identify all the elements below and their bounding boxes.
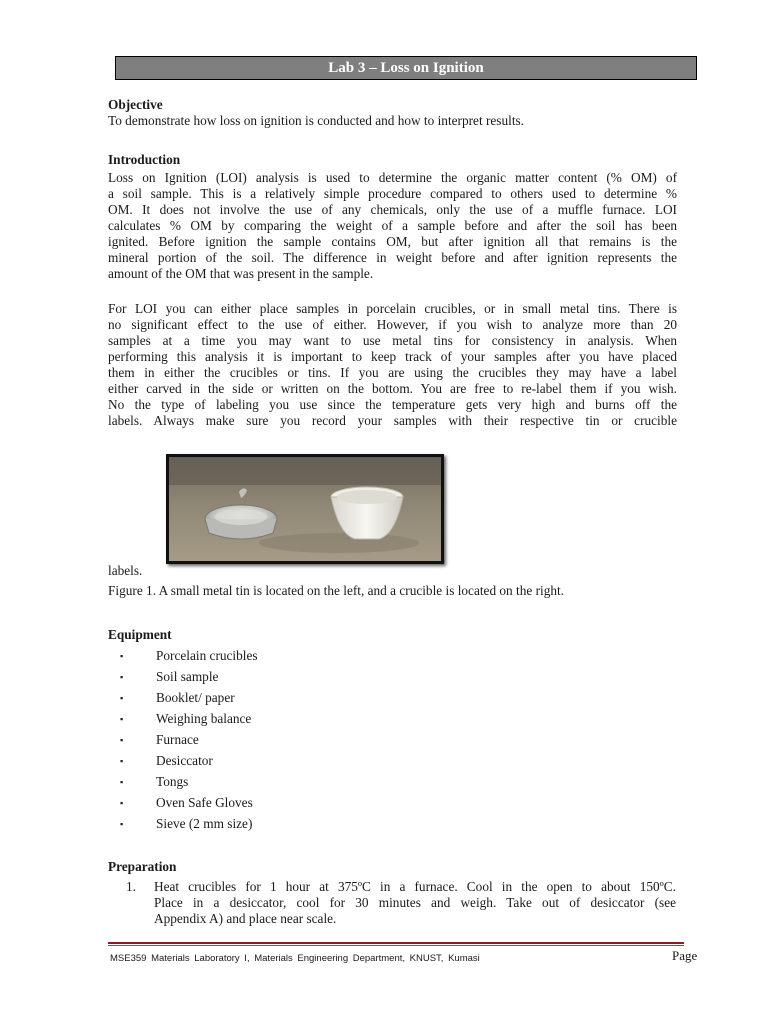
intro-line: Loss on Ignition (LOI) analysis is used to determine the organic matter content (% OM) of xyxy=(108,170,677,185)
bullet-icon: ▪ xyxy=(120,755,124,766)
footer-rule xyxy=(108,942,684,944)
objective-text: To demonstrate how loss on ignition is conducted and how to interpret results. xyxy=(108,113,525,128)
list-item-label: Desiccator xyxy=(156,752,213,768)
step-line: Appendix A) and place near scale. xyxy=(154,911,337,926)
list-item xyxy=(108,687,677,708)
list-item xyxy=(108,813,677,834)
intro-line: ignited. Before ignition the sample contains OM, but after ignition all that remains is the xyxy=(108,234,677,249)
equipment-list xyxy=(108,645,677,834)
bullet-icon: ▪ xyxy=(120,692,124,703)
step-number: 1. xyxy=(126,879,136,894)
paragraph-continuation: labels. xyxy=(108,563,143,578)
preparation-step-1 xyxy=(108,879,677,927)
list-item xyxy=(108,792,677,813)
intro-line: OM. It does not involve the use of any chemicals, only the use of a muffle furnace. LOI xyxy=(108,202,677,217)
intro-line: a soil sample. This is a relatively simple procedure compared to others used to determine % xyxy=(108,186,677,201)
bullet-icon: ▪ xyxy=(120,734,124,745)
equipment-heading: Equipment xyxy=(108,627,172,642)
list-item xyxy=(108,666,677,687)
list-item-label: Oven Safe Gloves xyxy=(156,794,253,810)
preparation-section xyxy=(108,858,677,927)
list-item xyxy=(108,708,677,729)
list-item-label: Soil sample xyxy=(156,668,219,684)
photo-illustration xyxy=(169,457,441,561)
footer-rule-thin xyxy=(108,945,684,946)
bullet-icon: ▪ xyxy=(120,818,124,829)
list-item xyxy=(108,645,677,666)
page-title xyxy=(115,56,697,80)
introduction-paragraph-1 xyxy=(108,170,677,282)
preparation-heading: Preparation xyxy=(108,859,177,874)
figure-photo-tin-and-crucible xyxy=(166,454,444,564)
list-item-label: Tongs xyxy=(156,773,189,789)
footer-text: MSE359 Materials Laboratory I, Materials Engineering Department, KNUST, Kumasi xyxy=(110,953,480,964)
intro-line: No the type of labeling you use since the temperature gets very high and burns off the xyxy=(108,397,677,412)
list-item xyxy=(108,729,677,750)
list-item-label: Porcelain crucibles xyxy=(156,647,258,663)
bullet-icon: ▪ xyxy=(120,776,124,787)
step-text xyxy=(154,879,676,927)
list-item-label: Sieve (2 mm size) xyxy=(156,815,253,831)
intro-line: either carved in the side or written on the bottom. You are free to re-label them if you wish. xyxy=(108,381,677,396)
main-body xyxy=(108,96,677,429)
objective-heading: Objective xyxy=(108,97,163,112)
bullet-icon: ▪ xyxy=(120,650,124,661)
bullet-icon: ▪ xyxy=(120,713,124,724)
intro-line: mineral portion of the soil. The difference in weight before and after ignition represents the xyxy=(108,250,677,265)
list-item xyxy=(108,771,677,792)
intro-line: samples at a time you may want to use metal tins for consistency in analysis. When xyxy=(108,333,677,348)
figure-caption: Figure 1. A small metal tin is located on the left, and a crucible is located on the right. xyxy=(108,583,565,598)
equipment-section xyxy=(108,626,677,834)
list-item-label: Furnace xyxy=(156,731,199,747)
page-label: Page xyxy=(672,948,698,963)
intro-line: labels. Always make sure you record your samples with their respective tin or crucible xyxy=(108,413,677,428)
intro-line: calculates % OM by comparing the weight of a sample before and after the soil has been xyxy=(108,218,677,233)
bullet-icon: ▪ xyxy=(120,671,124,682)
introduction-heading: Introduction xyxy=(108,152,181,167)
step-line: Place in a desiccator, cool for 30 minutes and weigh. Take out of desiccator (see xyxy=(154,895,676,910)
intro-line: amount of the OM that was present in the sample. xyxy=(108,266,374,281)
title-text: Lab 3 – Loss on Ignition xyxy=(328,59,484,76)
list-item-label: Booklet/ paper xyxy=(156,689,235,705)
step-line: Heat crucibles for 1 hour at 375ºC in a furnace. Cool in the open to about 150ºC. xyxy=(154,879,676,894)
list-item xyxy=(108,750,677,771)
intro-line: For LOI you can either place samples in porcelain crucibles, or in small metal tins. There is xyxy=(108,301,677,316)
bullet-icon: ▪ xyxy=(120,797,124,808)
introduction-paragraph-2 xyxy=(108,301,677,429)
intro-line: no significant effect to the use of either. However, if you wish to analyze more than 20 xyxy=(108,317,677,332)
intro-line: performing this analysis it is important to keep track of your samples after you have placed xyxy=(108,349,677,364)
list-item-label: Weighing balance xyxy=(156,710,252,726)
intro-line: them in either the crucibles or tins. If you are using the crucibles they may have a label xyxy=(108,365,677,380)
